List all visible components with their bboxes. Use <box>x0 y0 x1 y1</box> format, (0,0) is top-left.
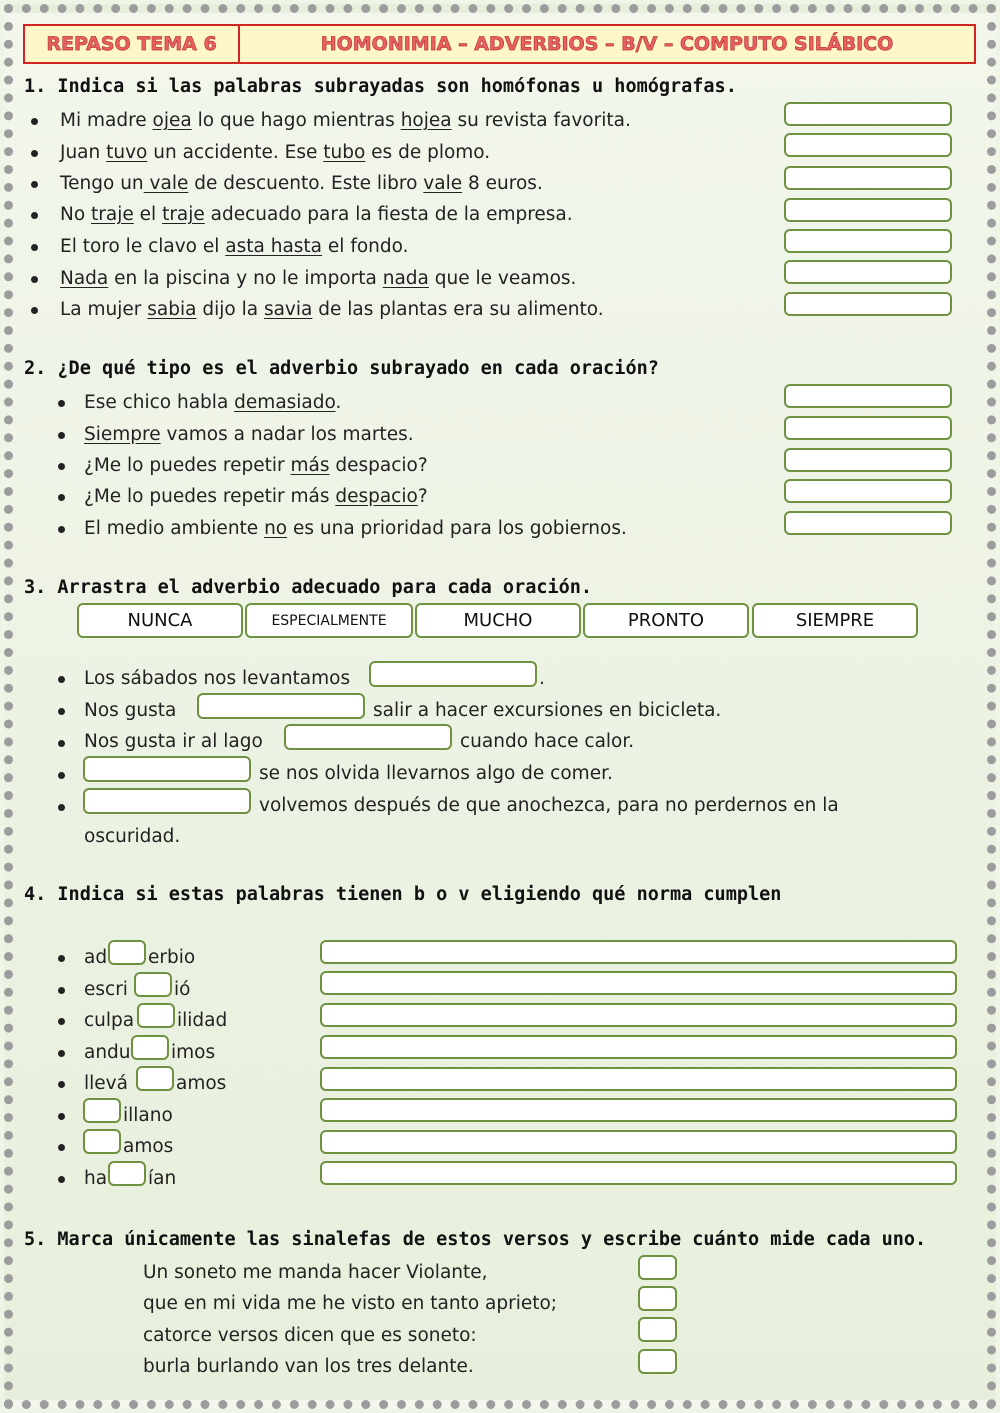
s1-sentence <box>60 141 490 165</box>
bullet <box>31 244 38 251</box>
s3-sentence-5-after: volvemos después de que anochezca, para no perdernos en la <box>259 795 839 816</box>
underlined-word: ojea <box>152 110 192 131</box>
sentence-text: despacio? <box>329 455 428 476</box>
letter-input[interactable] <box>108 1161 146 1186</box>
rule-select[interactable] <box>320 1003 957 1027</box>
s3-sentence-2-before: Nos gusta <box>84 700 177 721</box>
drop-zone-1[interactable] <box>369 661 537 687</box>
letter-input[interactable] <box>137 1003 175 1028</box>
bullet <box>58 1113 65 1120</box>
section-2-title: 2. ¿De qué tipo es el adverbio subrayado en cada oración? <box>24 358 659 379</box>
syllable-count-input[interactable] <box>638 1286 677 1311</box>
underlined-adverb: no <box>264 518 288 539</box>
underlined-word: savia <box>263 299 313 320</box>
word-prefix: culpa <box>84 1010 135 1031</box>
s2-sentence <box>84 423 414 447</box>
bullet <box>58 1176 65 1183</box>
s1-sentence <box>60 267 576 291</box>
bullet <box>31 118 38 125</box>
answer-input[interactable] <box>784 260 952 284</box>
sentence-text: vamos a nadar los martes. <box>160 424 414 445</box>
drop-zone-3[interactable] <box>284 724 452 750</box>
bullet <box>31 150 38 157</box>
sentence-text: El medio ambiente <box>84 518 265 539</box>
s3-sentence-4-after: se nos olvida llevarnos algo de comer. <box>259 763 613 784</box>
answer-input[interactable] <box>784 479 952 503</box>
answer-input[interactable] <box>784 166 952 190</box>
sentence-text: ¿Me lo puedes repetir <box>84 455 291 476</box>
answer-input[interactable] <box>784 448 952 472</box>
s1-sentence <box>60 203 573 227</box>
rule-select[interactable] <box>320 971 957 995</box>
section-1-title: 1. Indica si las palabras subrayadas son homófonas u homógrafas. <box>24 76 737 97</box>
syllable-count-input[interactable] <box>638 1317 677 1342</box>
worksheet-header <box>23 24 976 64</box>
s3-sentence-1-after: . <box>539 668 545 689</box>
s2-sentence <box>84 391 341 415</box>
section-3-title: 3. Arrastra el adverbio adecuado para cada oración. <box>24 577 593 598</box>
bullet <box>58 1050 65 1057</box>
sentence-text: que le veamos. <box>428 268 577 289</box>
rule-select[interactable] <box>320 1035 957 1059</box>
s3-sentence-3-after: cuando hace calor. <box>460 731 635 752</box>
rule-select[interactable] <box>320 940 957 964</box>
s3-sentence-1-before: Los sábados nos levantamos <box>84 668 351 689</box>
word-prefix: llevá <box>84 1073 128 1094</box>
underlined-word: tuvo <box>106 142 148 163</box>
sentence-text: No <box>60 204 92 225</box>
sentence-text: . <box>335 392 342 413</box>
header-topics: HOMONIMIA – ADVERBIOS – B/V – COMPUTO SILÁBICO <box>320 33 894 55</box>
sentence-text: La mujer <box>60 299 148 320</box>
underlined-word: asta hasta <box>225 236 323 257</box>
sentence-text: el fondo. <box>322 236 409 257</box>
sentence-text: Ese chico habla <box>84 392 235 413</box>
rule-select[interactable] <box>320 1098 957 1122</box>
sentence-text: ¿Me lo puedes repetir más <box>84 486 336 507</box>
syllable-count-input[interactable] <box>638 1255 677 1280</box>
sentence-text: ? <box>417 486 428 507</box>
sentence-text: El toro le clavo el <box>60 236 226 257</box>
underlined-word: traje <box>91 204 134 225</box>
syllable-count-input[interactable] <box>638 1349 677 1374</box>
letter-input[interactable] <box>131 1035 169 1060</box>
sentence-text: lo que hago mientras <box>191 110 401 131</box>
underlined-adverb: demasiado <box>234 392 336 413</box>
rule-select[interactable] <box>320 1161 957 1185</box>
word-prefix: andu <box>84 1042 131 1063</box>
s2-sentence <box>84 454 428 478</box>
s3-sentence-2-after: salir a hacer excursiones en bicicleta. <box>373 700 722 721</box>
sentence-text: de las plantas era su alimento. <box>312 299 604 320</box>
bullet <box>58 676 65 683</box>
sentence-text: su revista favorita. <box>451 110 631 131</box>
sentence-text: el <box>133 204 163 225</box>
answer-input[interactable] <box>784 416 952 440</box>
drop-zone-2[interactable] <box>197 693 365 719</box>
underlined-word: traje <box>162 204 205 225</box>
word-prefix: escri <box>84 979 128 1000</box>
bullet <box>58 1144 65 1151</box>
letter-input[interactable] <box>83 1129 121 1154</box>
rule-select[interactable] <box>320 1067 957 1091</box>
word-chip-nunca[interactable]: NUNCA <box>77 603 243 638</box>
letter-input[interactable] <box>108 940 146 965</box>
sentence-text: adecuado para la fiesta de la empresa. <box>204 204 573 225</box>
sentence-text: Juan <box>60 142 107 163</box>
verse-line[interactable]: catorce versos dicen que es soneto: <box>143 1325 477 1346</box>
letter-input[interactable] <box>136 1066 174 1091</box>
bullet <box>31 181 38 188</box>
bullet <box>58 463 65 470</box>
answer-input[interactable] <box>784 511 952 535</box>
bullet <box>58 526 65 533</box>
underlined-word: tubo <box>323 142 366 163</box>
sentence-text: 8 euros. <box>462 173 543 194</box>
word-suffix: imos <box>171 1042 216 1063</box>
answer-input[interactable] <box>784 384 952 408</box>
bullet <box>31 276 38 283</box>
bullet <box>58 400 65 407</box>
drop-zone-5[interactable] <box>83 788 251 814</box>
bullet <box>58 740 65 747</box>
section-5-title: 5. Marca únicamente las sinalefas de estos versos y escribe cuánto mide cada uno. <box>24 1229 927 1250</box>
underlined-adverb: despacio <box>335 486 418 507</box>
word-chip-siempre[interactable]: SIEMPRE <box>752 603 918 638</box>
underlined-word: nada <box>382 268 429 289</box>
word-suffix: erbio <box>148 947 196 968</box>
answer-input[interactable] <box>784 198 952 222</box>
verse-line[interactable]: que en mi vida me he visto en tanto aprieto; <box>143 1293 558 1314</box>
bullet <box>58 772 65 779</box>
bullet <box>58 955 65 962</box>
answer-input[interactable] <box>784 102 952 126</box>
s1-sentence <box>60 298 604 322</box>
s3-sentence-5-continuation: oscuridad. <box>84 826 181 847</box>
bullet <box>58 1081 65 1088</box>
answer-input[interactable] <box>784 133 952 157</box>
underlined-word: vale <box>423 173 463 194</box>
bullet <box>58 1018 65 1025</box>
bullet <box>58 432 65 439</box>
word-chip-especialmente[interactable]: ESPECIALMENTE <box>245 603 413 638</box>
section-4-title: 4. Indica si estas palabras tienen b o v eligiendo qué norma cumplen <box>24 884 782 905</box>
s3-sentence-3-before: Nos gusta ir al lago <box>84 731 263 752</box>
bullet <box>31 212 38 219</box>
word-chip-mucho[interactable]: MUCHO <box>415 603 581 638</box>
sentence-text: es de plomo. <box>365 142 491 163</box>
word-suffix: ían <box>148 1168 177 1189</box>
word-prefix: ad <box>84 947 108 968</box>
bullet <box>58 987 65 994</box>
sentence-text: de descuento. Este libro <box>188 173 424 194</box>
sentence-text: en la piscina y no le importa <box>108 268 383 289</box>
sentence-text: Mi madre <box>60 110 153 131</box>
word-suffix: ilidad <box>177 1010 228 1031</box>
underlined-word: vale <box>143 173 189 194</box>
underlined-word: hojea <box>400 110 452 131</box>
answer-input[interactable] <box>784 292 952 316</box>
rule-select[interactable] <box>320 1130 957 1154</box>
word-suffix: amos <box>123 1136 174 1157</box>
word-suffix: amos <box>176 1073 227 1094</box>
answer-input[interactable] <box>784 229 952 253</box>
verse-line[interactable]: Un soneto me manda hacer Violante, <box>143 1262 488 1283</box>
sentence-text: Tengo un <box>60 173 144 194</box>
header-unit-title: REPASO TEMA 6 <box>25 26 240 62</box>
letter-input[interactable] <box>83 1098 121 1123</box>
underlined-word: sabia <box>147 299 197 320</box>
underlined-word: Nada <box>60 268 109 289</box>
underlined-adverb: más <box>290 455 330 476</box>
bullet <box>31 307 38 314</box>
letter-input[interactable] <box>134 972 172 997</box>
s2-sentence <box>84 517 627 541</box>
word-prefix: ha <box>84 1168 108 1189</box>
s1-sentence <box>60 109 631 133</box>
word-chip-pronto[interactable]: PRONTO <box>583 603 749 638</box>
word-suffix: ió <box>174 979 191 1000</box>
sentence-text: es una prioridad para los gobiernos. <box>287 518 627 539</box>
sentence-text: dijo la <box>196 299 264 320</box>
word-suffix: illano <box>123 1105 173 1126</box>
bullet <box>58 494 65 501</box>
sentence-text: un accidente. Ese <box>147 142 324 163</box>
verse-line[interactable]: burla burlando van los tres delante. <box>143 1356 474 1377</box>
s1-sentence <box>60 172 543 196</box>
s1-sentence <box>60 235 409 259</box>
s2-sentence <box>84 485 428 509</box>
bullet <box>58 708 65 715</box>
drop-zone-4[interactable] <box>83 756 251 782</box>
bullet <box>58 804 65 811</box>
underlined-adverb: Siempre <box>84 424 161 445</box>
